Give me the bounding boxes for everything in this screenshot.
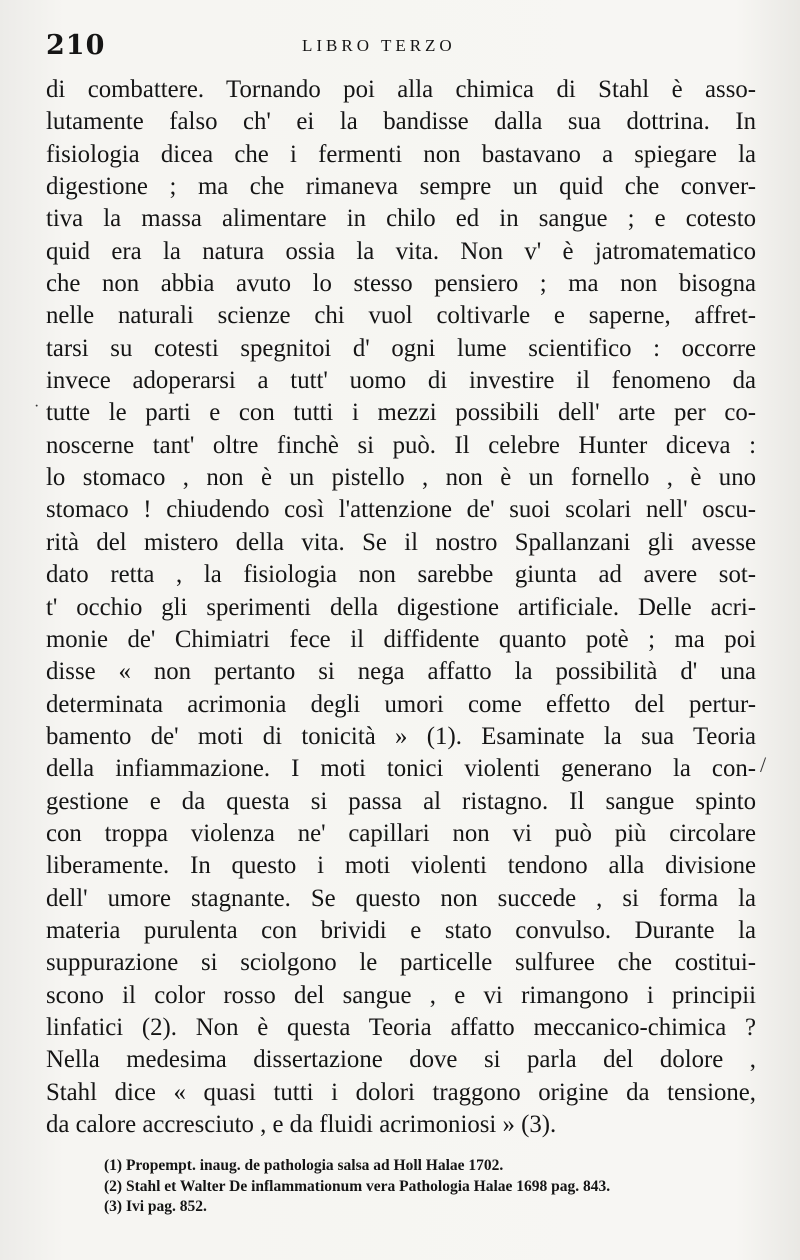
page-header — [46, 30, 766, 66]
text-line: digestione ; ma che rimaneva sempre un quid che conver- — [46, 173, 756, 201]
text-line: con troppa violenza ne' capillari non vi può più circolare — [46, 819, 756, 847]
text-line: t' occhio gli sperimenti della digestione artificiale. Delle acri- — [46, 593, 756, 621]
text-line: noscerne tant' oltre finchè si può. Il celebre Hunter diceva : — [46, 431, 756, 459]
text-line: invece adoperarsi a tutt' uomo di investire il fenomeno da — [46, 367, 756, 395]
text-line: rità del mistero della vita. Se il nostro Spallanzani gli avesse — [46, 528, 756, 556]
text-line: suppurazione si sciolgono le particelle sulfuree che costitui- — [46, 949, 756, 977]
margin-dot-mark: · — [34, 398, 40, 415]
text-line: monie de' Chimiatri fece il diffidente quanto potè ; ma poi — [46, 625, 756, 653]
text-line: gestione e da questa si passa al ristagno. Il sangue spinto — [46, 787, 756, 815]
text-line: fisiologia dicea che i fermenti non bastavano a spiegare la — [46, 140, 756, 168]
text-line: dell' umore stagnante. Se questo non succede , si forma la — [46, 884, 756, 912]
text-line: dato retta , la fisiologia non sarebbe giunta ad avere sot- — [46, 561, 756, 589]
text-line: lo stomaco , non è un pistello , non è un fornello , è uno — [46, 464, 756, 492]
page-number: 210 — [46, 30, 106, 61]
text-line: lutamente falso ch' ei la bandisse dalla sua dottrina. In — [46, 108, 756, 136]
text-line: di combattere. Tornando poi alla chimica di Stahl è asso- — [46, 76, 756, 103]
text-line: da calore accresciuto , e da fluidi acrimoniosi » (3). — [46, 1111, 557, 1138]
text-line: disse « non pertanto si nega affatto la possibilità d' una — [46, 658, 756, 686]
margin-pencil-mark: / — [760, 752, 767, 777]
footnotes — [104, 1156, 754, 1218]
body-text — [46, 74, 756, 1141]
text-line: scono il color rosso del sangue , e vi rimangono i principii — [46, 981, 756, 1009]
text-line: liberamente. In questo i moti violenti tendono alla divisione — [46, 852, 756, 880]
footnote-2: (2) Stahl et Walter De inflammationum vera Pathologia Halae 1698 pag. 843. — [104, 1177, 611, 1195]
text-line: nelle naturali scienze chi vuol coltivarle e saperne, affret- — [46, 302, 756, 330]
text-line: tiva la massa alimentare in chilo ed in sangue ; e cotesto — [46, 205, 756, 233]
text-line: che non abbia avuto lo stesso pensiero ; ma non bisogna — [46, 270, 756, 298]
running-head: LIBRO TERZO — [302, 36, 456, 55]
text-line: quid era la natura ossia la vita. Non v' è jatromatematico — [46, 237, 756, 265]
text-line: tarsi su cotesti spegnitoi d' ogni lume scientifico : occorre — [46, 334, 756, 362]
text-line: Stahl dice « quasi tutti i dolori traggono origine da tensione, — [46, 1078, 756, 1106]
text-line: determinata acrimonia degli umori come effetto del pertur- — [46, 690, 756, 718]
footnote-1: (1) Propempt. inaug. de pathologia salsa ad Holl Halae 1702. — [104, 1157, 504, 1174]
text-line: linfatici (2). Non è questa Teoria affatto meccanico-chimica ? — [46, 1013, 756, 1041]
text-line: materia purulenta con brividi e stato convulso. Durante la — [46, 916, 756, 944]
footnote-3: (3) Ivi pag. 852. — [104, 1198, 207, 1215]
text-line: bamento de' moti di tonicità » (1). Esaminate la sua Teoria — [46, 722, 756, 750]
text-line: Nella medesima dissertazione dove si parla del dolore , — [46, 1046, 756, 1074]
text-line: tutte le parti e con tutti i mezzi possibili dell' arte per co- — [46, 399, 756, 427]
text-line: stomaco ! chiudendo così l'attenzione de' suoi scolari nell' oscu- — [46, 496, 756, 524]
text-line: della infiammazione. I moti tonici violenti generano la con- — [46, 755, 756, 783]
